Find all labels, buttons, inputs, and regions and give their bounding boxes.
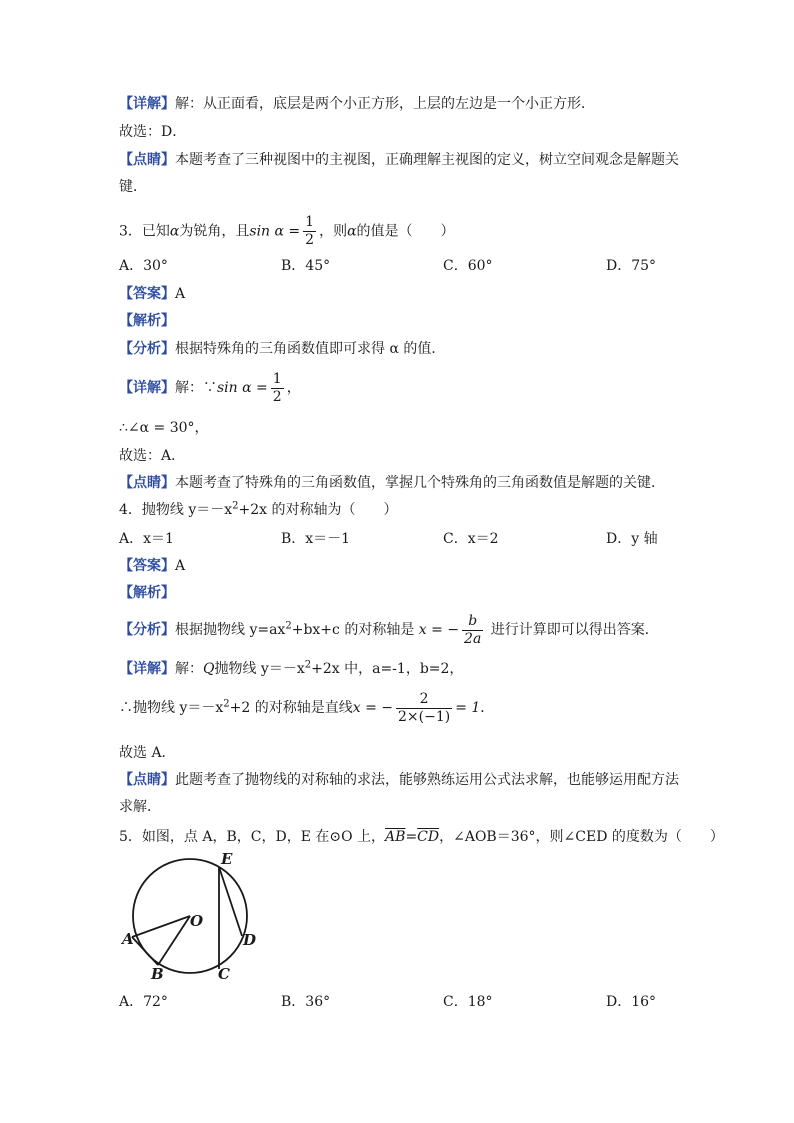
q4-fenxi-fraction [462,613,483,648]
label-b: B [151,965,164,982]
q4-line2-den: 2×(−1) [398,708,451,725]
fenxi-tag-2: 【分析】 [119,622,175,638]
q3-fenxi: 根据特殊角的三角函数值即可求得 α 的值． [175,341,446,357]
q4-because-symbol: Q [203,661,215,677]
choice-line: 故选：D． [119,124,187,140]
label-a: A [122,930,134,948]
q5-option-b: B．36° [281,994,331,1010]
q4-analysis-tag [119,583,175,603]
q3-option-a: A．30° [119,258,168,274]
q4-fenxi-post: 进行计算即可以得出答案． [490,622,659,638]
q3-detail-num: 1 [272,370,282,387]
q4-fenxi-sup: 2 [285,620,292,632]
q3-therefore: ∴∠α = 30°， [119,420,209,436]
q4-line2-x: x = − [352,700,393,716]
q4-fenxi-num: b [468,612,478,629]
q3-option-b: B．45° [281,258,331,274]
q3-fraction [303,214,316,249]
q5-option-c: C．18° [443,994,493,1010]
q3-comment: 本题考查了特殊角的三角函数值，掌握几个特殊角的三角函数值是解题的关键． [175,475,665,491]
q4-line2-sup: 2 [223,698,230,710]
q4-stem [119,500,398,520]
comment-tag-3: 【点睛】 [119,772,175,788]
detail-line [119,94,595,114]
q3-stem [119,214,455,249]
q4-fenxi-pre: 根据抛物线 y=ax [175,622,286,638]
q3-alpha-2: α [347,223,357,240]
q3-option-c: C．60° [443,258,493,274]
q5-option-d: D．16° [606,994,657,1010]
q4-line2-fraction [396,691,452,726]
q4-fenxi-x: x = − [418,622,460,638]
q4-detail-line2 [119,688,494,728]
q3-stem-post: ，则 [319,223,348,240]
q4-fenxi-den: 2a [464,630,482,647]
q3-comment-line [119,473,665,493]
comment-line [119,150,679,170]
q4-comment: 此题考查了抛物线的对称轴的求法，能够熟练运用公式法求解，也能够运用配方法 [175,772,679,788]
q4-line2-pre: ∴抛物线 y＝－x [119,700,224,716]
q3-stem-pre: 3．已知 [119,223,170,240]
q4-detail-pre: 解： [175,661,203,677]
q5-stem-pre: 5．如图，点 A，B，C，D，E 在⊙O 上， [119,829,386,845]
analysis-tag-2: 【解析】 [119,585,175,601]
q3-answer: A [175,286,186,302]
q4-answer-line [119,556,185,576]
detail-tag-3: 【详解】 [119,661,175,677]
q4-detail-line [119,659,463,679]
q4-line2-mid: +2 的对称轴是直线 [229,700,353,716]
q3-option-d: D．75° [606,258,657,274]
q3-detail-fraction [271,371,284,406]
detail-tag: 【详解】 [119,96,175,112]
label-c: C [218,965,230,982]
q3-choice: 故选：A． [119,448,186,464]
q4-comment-line [119,770,679,790]
answer-tag-2: 【答案】 [119,558,175,574]
comment-continuation: 键． [119,179,147,195]
q3-answer-line [119,284,185,304]
segment-ed [219,867,242,936]
q4-stem-pre: 4．抛物线 y＝－x [119,502,233,518]
q4-answer: A [175,558,186,574]
q4-stem-sup: 2 [232,500,239,512]
label-d: D [243,931,257,949]
segment-oa [132,916,190,937]
q4-choice: 故选 A． [119,745,176,761]
q3-stem-end: 的值是（ ） [356,223,455,240]
detail-text: 解：从正面看，底层是两个小正方形，上层的左边是一个小正方形． [175,96,595,112]
q4-stem-post: +2x 的对称轴为（ ） [238,502,398,518]
comment-text: 本题考查了三种视图中的主视图，正确理解主视图的定义，树立空间观念是解题关 [175,152,679,168]
comment-tag: 【点睛】 [119,152,175,168]
q4-detail-post: +2x 中，a=-1，b=2， [311,661,464,677]
q4-fenxi-mid: +bx+c 的对称轴是 [291,622,415,638]
q5-stem-post: ，∠AOB＝36°，则∠CED 的度数为（ ） [439,829,724,845]
q5-arc-ab: $\overline{AB}$ [385,829,406,845]
comment-tag-2: 【点睛】 [119,475,175,491]
fenxi-tag: 【分析】 [119,341,175,357]
q3-frac-den: 2 [305,232,315,248]
q4-option-b: B．x＝－1 [281,531,351,547]
q4-detail-sup: 2 [304,659,312,671]
q5-stem [119,827,724,847]
q3-detail-pre: 解：∵ [175,380,217,396]
q4-detail-mid: 抛物线 y＝－x [214,661,305,677]
segment-ab [132,937,158,965]
q3-alpha: α [169,223,180,240]
q3-stem-mid: 为锐角，且 [179,223,250,240]
q3-detail-sin: sin α = [217,380,268,396]
q3-fenxi-line [119,339,445,359]
q3-detail-den: 2 [272,388,282,405]
q5-arc-equal: = [405,829,418,845]
label-e: E [221,852,233,868]
q3-frac-num: 1 [305,214,315,230]
q3-detail-line [119,368,301,408]
q5-option-a: A．72° [119,994,168,1010]
q4-line2-end: ． [480,700,495,716]
q3-analysis-tag [119,311,175,331]
q4-option-d: D．y 轴 [606,531,658,547]
segment-ob [158,916,190,965]
q4-line2-num: 2 [419,690,429,707]
q3-sin: sin α = [249,223,301,240]
q4-fenxi-line [119,610,659,650]
detail-tag-2: 【详解】 [119,380,175,396]
q4-line2-eq: = 1 [455,700,481,716]
q4-option-c: C．x＝2 [443,531,499,547]
q4-option-a: A．x＝1 [119,531,174,547]
q5-circle-figure [118,852,268,982]
q3-detail-post: ， [286,380,301,396]
q5-arc-cd: $\overline{CD}$ [417,829,440,845]
analysis-tag: 【解析】 [119,313,175,329]
answer-tag: 【答案】 [119,286,175,302]
q4-comment-continuation: 求解． [119,799,161,815]
label-o: O [190,912,204,930]
